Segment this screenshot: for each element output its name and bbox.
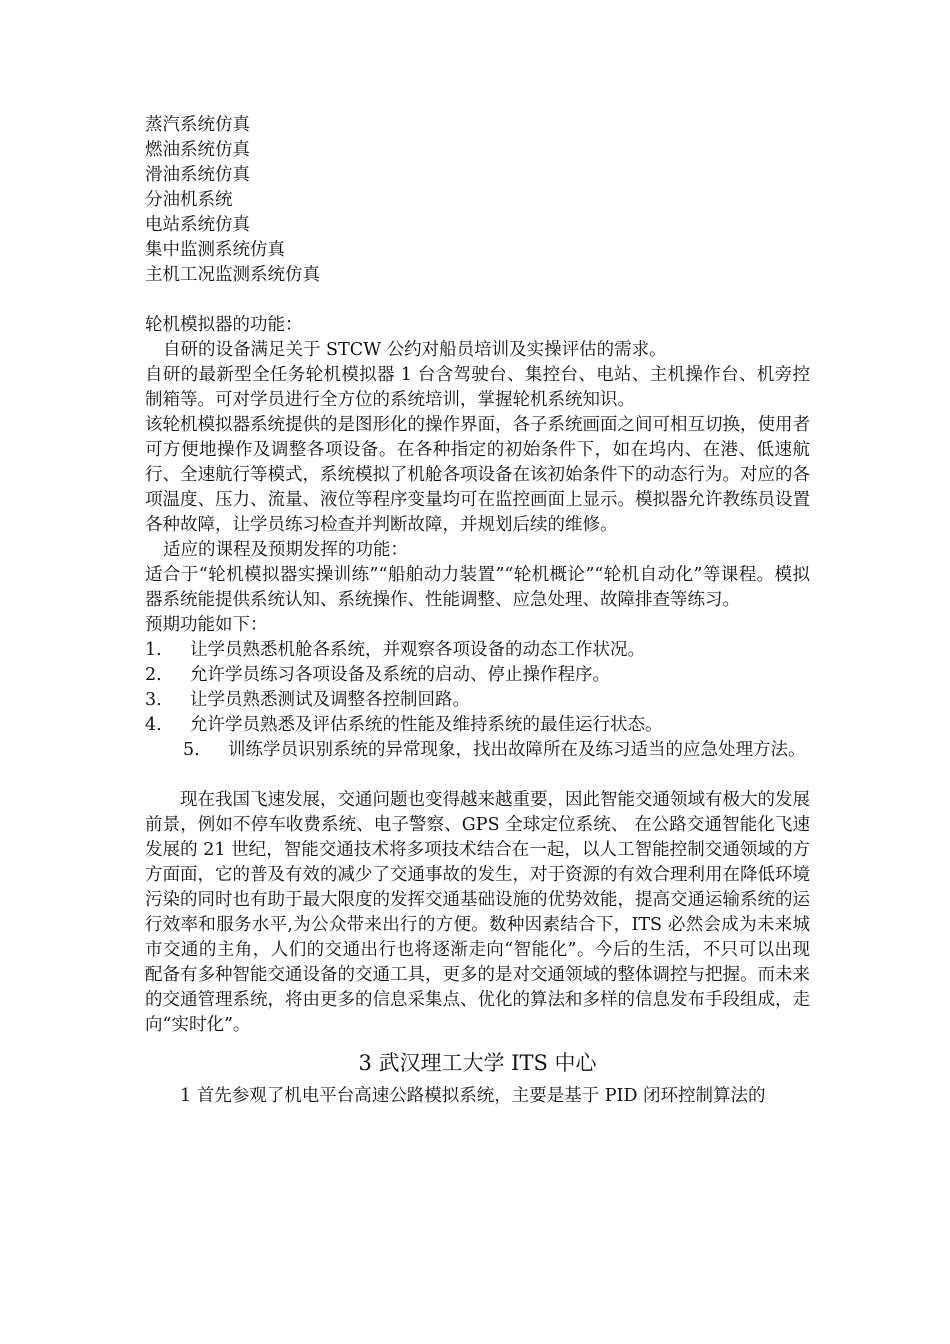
paragraph-simulator-config: 自研的最新型全任务轮机模拟器 1 台含驾驶台、集控台、电站、主机操作台、机旁控制箱等。可对学员进行全方位的系统培训，掌握轮机系统知识。 xyxy=(145,365,810,410)
list-text: 允许学员熟悉及评估系统的性能及维持系统的最佳运行状态。 xyxy=(190,715,663,735)
paragraph-its: 现在我国飞速发展，交通问题也变得越来越重要，因此智能交通领域有极大的发展前景，例如不停车收费系统、电子警察、GPS 全球定位系统、 在公路交通智能化飞速发展的 21 世纪，智能交通技术将多项技术结合在一起，以人工智能控制交通领域的方方面面，它的普及有效的减少了交通事故的发生，对于资源的有效合理利用在降低环境污染的同时也有助于最大限度的发挥交通基础设施的优势效能，提高交通运输系统的运行效率和服务水平,为公众带来出行的方便。数种因素结合下，ITS 必然会成为未来城市交通的主角，人们的交通出行也将逐渐走向“智能化”。今后的生活，不只可以出现配备有多种智能交通设备的交通工具，更多的是对交通领域的整体调控与把握。而未来的交通管理系统，将由更多的信息采集点、优化的算法和多样的信息发布手段组成，走向“实时化”。 xyxy=(145,790,810,1035)
paragraph-stcw: 自研的设备满足关于 STCW 公约对船员培训及实操评估的需求。 xyxy=(163,340,667,360)
list-text: 允许学员练习各项设备及系统的启动、停止操作程序。 xyxy=(190,665,610,685)
system-list-item: 蒸汽系统仿真 xyxy=(145,115,250,135)
list-text: 让学员熟悉测试及调整各控制回路。 xyxy=(190,690,470,710)
list-number: 1. xyxy=(145,640,162,660)
list-item xyxy=(145,638,810,663)
list-item xyxy=(145,713,810,738)
system-list-item: 主机工况监测系统仿真 xyxy=(145,265,320,285)
list-number: 3. xyxy=(145,690,162,710)
spacer xyxy=(145,763,810,788)
system-list-item: 集中监测系统仿真 xyxy=(145,240,285,260)
system-list-item: 燃油系统仿真 xyxy=(145,140,250,160)
list-text: 让学员熟悉机舱各系统，并观察各项设备的动态工作状况。 xyxy=(190,640,645,660)
courses-heading: 适应的课程及预期发挥的功能： xyxy=(163,540,408,560)
system-list xyxy=(145,113,810,288)
paragraph-courses: 适合于“轮机模拟器实操训练”“船舶动力装置”“轮机概论”“轮机自动化”等课程。模拟器系统能提供系统认知、系统操作、性能调整、应急处理、故障排查等练习。 xyxy=(145,565,810,610)
section-heading: 3 武汉理工大学 ITS 中心 xyxy=(358,1051,597,1075)
list-number: 5. xyxy=(183,740,200,760)
list-number: 2. xyxy=(145,665,162,685)
functions-heading: 轮机模拟器的功能： xyxy=(145,315,303,335)
system-list-item: 分油机系统 xyxy=(145,190,233,210)
system-list-item: 电站系统仿真 xyxy=(145,215,250,235)
system-list-item: 滑油系统仿真 xyxy=(145,165,250,185)
expected-heading: 预期功能如下： xyxy=(145,615,268,635)
list-item xyxy=(145,738,810,763)
expected-list xyxy=(145,638,810,763)
list-item xyxy=(145,663,810,688)
list-text: 训练学员识别系统的异常现象，找出故障所在及练习适当的应急处理方法。 xyxy=(228,740,806,760)
spacer xyxy=(145,288,810,313)
list-item xyxy=(145,688,810,713)
paragraph-its-center: 1 首先参观了机电平台高速公路模拟系统，主要是基于 PID 闭环控制算法的 xyxy=(180,1086,766,1106)
document-body xyxy=(145,113,810,1109)
list-number: 4. xyxy=(145,715,162,735)
paragraph-simulator-description: 该轮机模拟器系统提供的是图形化的操作界面，各子系统画面之间可相互切换，使用者可方便地操作及调整各项设备。在各种指定的初始条件下，如在坞内、在港、低速航行、全速航行等模式，系统模拟了机舱各项设备在该初始条件下的动态行为。对应的各项温度、压力、流量、液位等程序变量均可在监控画面上显示。模拟器允许教练员设置各种故障，让学员练习检查并判断故障，并规划后续的维修。 xyxy=(145,415,810,535)
